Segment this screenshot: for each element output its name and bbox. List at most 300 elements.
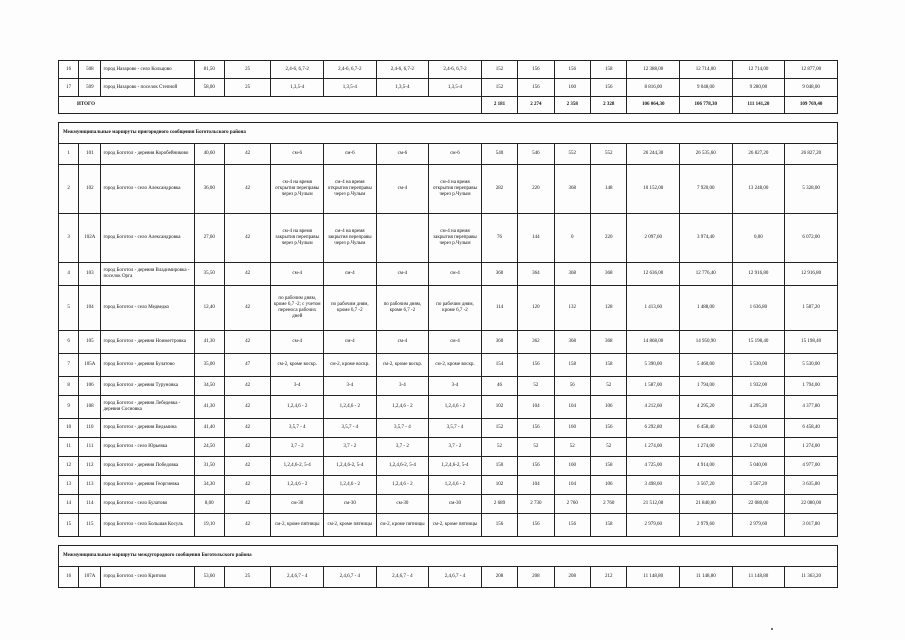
cell-c1: см-4 на время закрытия переправы через р.Чулым <box>271 214 324 263</box>
cell-s1: 12 636,00 <box>627 263 680 286</box>
cell-n4: 106 <box>591 396 627 419</box>
cell-num: 4 <box>59 263 79 286</box>
cell-n3: 368 <box>554 263 590 286</box>
cell-km: 8,00 <box>194 495 224 514</box>
cell-n1: 102 <box>481 396 517 419</box>
cell-n2: 156 <box>518 79 554 97</box>
cell-n2: 362 <box>518 331 554 354</box>
cell-km: 40,60 <box>194 144 224 165</box>
cell-n2: 120 <box>518 286 554 331</box>
table-row <box>59 144 838 165</box>
cell-c1: 1,3,5-4 <box>271 79 324 97</box>
cell-num: 3 <box>59 214 79 263</box>
section-heading-row <box>59 546 838 567</box>
cell-s4: 1 587,20 <box>785 286 838 331</box>
cell-km: 24,50 <box>194 438 224 457</box>
cell-s2: 7 920,00 <box>680 165 733 214</box>
cell-c2: 3,5,7 - 4 <box>324 419 377 438</box>
cell-c1: 1,2,4,6 - 2 <box>271 476 324 495</box>
cell-num: 8 <box>59 377 79 396</box>
cell-route-no: 102 <box>79 165 101 214</box>
cell-n1: 102 <box>481 476 517 495</box>
cell-n1: 152 <box>481 419 517 438</box>
cell-c4: см-4 на время открытия переправы через р.Чулым <box>429 165 482 214</box>
cell-c1: 3-4 <box>271 377 324 396</box>
cell-c2: 3-4 <box>324 377 377 396</box>
section-gap <box>59 114 838 123</box>
cell-days: 42 <box>224 495 271 514</box>
cell-c4: 1,2,4,6 - 2 <box>429 476 482 495</box>
total-label: ИТОГО <box>59 97 482 114</box>
table-row <box>59 214 838 263</box>
cell-s2: 2 979,60 <box>680 514 733 537</box>
cell-s1: 26 244,30 <box>627 144 680 165</box>
cell-s3: 3 567,20 <box>732 476 785 495</box>
cell-c3: см-30 <box>376 495 429 514</box>
cell-c4: см-2, кроме воскр. <box>429 354 482 377</box>
cell-c2: см-4 <box>324 263 377 286</box>
cell-n1: 282 <box>481 165 517 214</box>
cell-days: 42 <box>224 214 271 263</box>
cell-n4: 106 <box>591 476 627 495</box>
cell-s1: 2 979,60 <box>627 514 680 537</box>
cell-s3: 0,00 <box>732 214 785 263</box>
table-row <box>59 79 838 97</box>
cell-s3: 11 148,80 <box>732 567 785 588</box>
cell-route-no: 107А <box>79 567 101 588</box>
cell-days: 42 <box>224 457 271 476</box>
cell-s1: 12 388,00 <box>627 61 680 79</box>
cell-n4: 156 <box>591 419 627 438</box>
cell-route: город Боготол - деревня Ведьмина <box>101 419 194 438</box>
cell-s3: 1 274,00 <box>732 438 785 457</box>
table-row <box>59 61 838 79</box>
cell-n3: 160 <box>554 79 590 97</box>
cell-n2: 156 <box>518 419 554 438</box>
cell-n4: 2 760 <box>591 495 627 514</box>
cell-s3: 5 530,00 <box>732 354 785 377</box>
cell-route: город Боготол - село Юрьевка <box>101 438 194 457</box>
cell-c3: см-2, кроме воскр. <box>376 354 429 377</box>
cell-route-no: 112 <box>79 457 101 476</box>
cell-c4: 1,2,4,6 - 2 <box>429 396 482 419</box>
table-row <box>59 354 838 377</box>
cell-n4: 148 <box>591 165 627 214</box>
total-n4: 2 328 <box>591 97 627 114</box>
cell-s4: 1 274,00 <box>785 438 838 457</box>
cell-s4: 11 363,20 <box>785 567 838 588</box>
table-row <box>59 331 838 354</box>
cell-c4: 2,4,6,7 - 4 <box>429 567 482 588</box>
cell-s2: 11 148,80 <box>680 567 733 588</box>
cell-num: 1 <box>59 144 79 165</box>
cell-c4: см-2, кроме пятницы <box>429 514 482 537</box>
cell-n1: 52 <box>481 438 517 457</box>
cell-s2: 6 458,40 <box>680 419 733 438</box>
cell-route: город Боготол - село Александровка <box>101 214 194 263</box>
cell-days: 42 <box>224 286 271 331</box>
cell-route: город Боготол - деревня Туруновка <box>101 377 194 396</box>
cell-days: 42 <box>224 396 271 419</box>
cell-s2: 1 794,00 <box>680 377 733 396</box>
cell-days: 42 <box>224 377 271 396</box>
cell-route: город Боготол - село Александровка <box>101 165 194 214</box>
cell-c3 <box>376 214 429 263</box>
cell-n4: 368 <box>591 263 627 286</box>
cell-n1: 154 <box>481 354 517 377</box>
cell-s1: 1 587,00 <box>627 377 680 396</box>
cell-s3: 26 827,20 <box>732 144 785 165</box>
cell-c1: 1,2,4,6 - 2 <box>271 396 324 419</box>
cell-n1: 76 <box>481 214 517 263</box>
section-title: Межмуниципальные маршруты междугородного сообщения Боготольского района <box>59 546 838 567</box>
cell-c1: по рабочим дням, кроме 6,7 -2; с учетом переноса рабочих дней <box>271 286 324 331</box>
cell-n2: 104 <box>518 396 554 419</box>
cell-c1: 2,4,6,7 - 4 <box>271 567 324 588</box>
cell-s2: 14 950,90 <box>680 331 733 354</box>
cell-s1: 1 413,60 <box>627 286 680 331</box>
cell-c2: 1,2,4,6-2, 5-4 <box>324 457 377 476</box>
cell-c3: см-6 <box>376 144 429 165</box>
cell-s4: 9 048,00 <box>785 79 838 97</box>
cell-s4: 5 328,00 <box>785 165 838 214</box>
cell-km: 36,00 <box>194 165 224 214</box>
cell-c3: 1,3,5-4 <box>376 79 429 97</box>
cell-s2: 3 974,40 <box>680 214 733 263</box>
cell-s1: 4 725,00 <box>627 457 680 476</box>
cell-c4: 1,2,4,6-2, 5-4 <box>429 457 482 476</box>
cell-route: город Боготол - деревня Лебедевка - деревня Сосновка <box>101 396 194 419</box>
cell-n2: 156 <box>518 457 554 476</box>
cell-km: 12,40 <box>194 286 224 331</box>
table-row <box>59 263 838 286</box>
cell-s3: 2 979,60 <box>732 514 785 537</box>
cell-c4: см-4 <box>429 331 482 354</box>
cell-n3: 158 <box>554 354 590 377</box>
cell-num: 17 <box>59 79 79 97</box>
cell-n1: 114 <box>481 286 517 331</box>
cell-num: 5 <box>59 286 79 331</box>
cell-days: 25 <box>224 79 271 97</box>
section-gap <box>59 537 838 546</box>
cell-c4: по рабочим дням, кроме 6,7 -2 <box>429 286 482 331</box>
cell-s4: 22 080,00 <box>785 495 838 514</box>
cell-c1: см-2, кроме пятницы <box>271 514 324 537</box>
cell-route: город Боготол - деревня Георгиевка <box>101 476 194 495</box>
cell-s4: 26 827,20 <box>785 144 838 165</box>
cell-s1: 10 152,00 <box>627 165 680 214</box>
cell-km: 41,30 <box>194 396 224 419</box>
cell-n3: 208 <box>554 567 590 588</box>
cell-s3: 1 636,80 <box>732 286 785 331</box>
cell-s2: 12 776,40 <box>680 263 733 286</box>
cell-s3: 12 916,80 <box>732 263 785 286</box>
cell-c4: 1,3,5-4 <box>429 79 482 97</box>
cell-days: 42 <box>224 165 271 214</box>
cell-c2: см-30 <box>324 495 377 514</box>
cell-n4: 220 <box>591 214 627 263</box>
cell-route: город Назарово - село Кольцово <box>101 61 194 79</box>
scan-mark <box>771 628 773 630</box>
cell-km: 53,60 <box>194 567 224 588</box>
cell-route-no: 111 <box>79 438 101 457</box>
cell-route-no: 105А <box>79 354 101 377</box>
cell-n4: 128 <box>591 286 627 331</box>
cell-s2: 4 914,00 <box>680 457 733 476</box>
cell-c1: см-6 <box>271 144 324 165</box>
cell-c1: 3,5,7 - 4 <box>271 419 324 438</box>
cell-days: 42 <box>224 476 271 495</box>
cell-c3: см-4 <box>376 331 429 354</box>
cell-c2: 1,3,5-4 <box>324 79 377 97</box>
total-row <box>59 97 838 114</box>
cell-route-no: 101 <box>79 144 101 165</box>
cell-s1: 11 148,80 <box>627 567 680 588</box>
cell-n1: 208 <box>481 567 517 588</box>
cell-c3: по рабочим дням, кроме 6,7 -2 <box>376 286 429 331</box>
cell-c4: см-4 на время закрытия переправы через р.Чулым <box>429 214 482 263</box>
cell-days: 47 <box>224 354 271 377</box>
cell-s3: 4 295,20 <box>732 396 785 419</box>
cell-route: город Боготол - деревня Коробейниково <box>101 144 194 165</box>
cell-km: 58,00 <box>194 79 224 97</box>
table-row <box>59 286 838 331</box>
cell-n2: 52 <box>518 438 554 457</box>
cell-c1: 2,4-6, 6,7-2 <box>271 61 324 79</box>
cell-num: 2 <box>59 165 79 214</box>
cell-c2: см-6 <box>324 144 377 165</box>
cell-c2: см-2, кроме пятницы <box>324 514 377 537</box>
cell-num: 10 <box>59 419 79 438</box>
cell-n1: 360 <box>481 263 517 286</box>
cell-c4: см-30 <box>429 495 482 514</box>
cell-n3: 368 <box>554 165 590 214</box>
cell-km: 41,30 <box>194 331 224 354</box>
cell-c3: 3-4 <box>376 377 429 396</box>
cell-c3: 3,5,7 - 4 <box>376 419 429 438</box>
cell-c1: см-4 <box>271 263 324 286</box>
cell-route-no: 508 <box>79 61 101 79</box>
cell-c3: 3,7 - 2 <box>376 438 429 457</box>
cell-s4: 15 198,40 <box>785 331 838 354</box>
cell-s4: 12 877,00 <box>785 61 838 79</box>
cell-route-no: 105 <box>79 331 101 354</box>
cell-s2: 21 840,00 <box>680 495 733 514</box>
cell-days: 42 <box>224 438 271 457</box>
cell-n4: 552 <box>591 144 627 165</box>
cell-s1: 4 212,60 <box>627 396 680 419</box>
cell-n3: 104 <box>554 396 590 419</box>
cell-n2: 52 <box>518 377 554 396</box>
cell-s4: 3 635,80 <box>785 476 838 495</box>
cell-s1: 2 097,60 <box>627 214 680 263</box>
cell-s1: 14 868,00 <box>627 331 680 354</box>
cell-n3: 160 <box>554 419 590 438</box>
cell-s1: 5 390,00 <box>627 354 680 377</box>
table-row <box>59 567 838 588</box>
cell-c3: 1,2,4,6 - 2 <box>376 476 429 495</box>
cell-n2: 144 <box>518 214 554 263</box>
total-n2: 2 274 <box>518 97 554 114</box>
cell-c4: 3-4 <box>429 377 482 396</box>
cell-s4: 4 377,80 <box>785 396 838 419</box>
cell-n3: 552 <box>554 144 590 165</box>
table-row <box>59 165 838 214</box>
cell-c4: 3,5,7 - 4 <box>429 419 482 438</box>
cell-s1: 21 512,00 <box>627 495 680 514</box>
table-row <box>59 419 838 438</box>
table-row <box>59 396 838 419</box>
cell-c1: см-4 <box>271 331 324 354</box>
routes-table <box>58 60 838 588</box>
cell-c4: 2,4-6, 6,7-2 <box>429 61 482 79</box>
cell-num: 9 <box>59 396 79 419</box>
cell-n4: 158 <box>591 457 627 476</box>
cell-n1: 152 <box>481 79 517 97</box>
cell-km: 81,50 <box>194 61 224 79</box>
cell-num: 11 <box>59 438 79 457</box>
cell-route-no: 509 <box>79 79 101 97</box>
cell-km: 34,30 <box>194 476 224 495</box>
table-row <box>59 495 838 514</box>
cell-n2: 220 <box>518 165 554 214</box>
cell-s4: 4 977,00 <box>785 457 838 476</box>
cell-s4: 6 458,40 <box>785 419 838 438</box>
cell-n3: 52 <box>554 438 590 457</box>
cell-n2: 156 <box>518 514 554 537</box>
total-n1: 2 181 <box>481 97 517 114</box>
cell-n4: 158 <box>591 354 627 377</box>
cell-n1: 46 <box>481 377 517 396</box>
cell-n4: 158 <box>591 61 627 79</box>
cell-n2: 156 <box>518 61 554 79</box>
cell-km: 35,50 <box>194 263 224 286</box>
cell-route: город Боготол - деревня Владимировка - поселок Орга <box>101 263 194 286</box>
cell-s3: 13 248,00 <box>732 165 785 214</box>
cell-n4: 52 <box>591 377 627 396</box>
cell-n2: 208 <box>518 567 554 588</box>
cell-num: 16 <box>59 61 79 79</box>
cell-n2: 2 730 <box>518 495 554 514</box>
cell-route: город Боготол - село Критово <box>101 567 194 588</box>
total-s1: 106 064,30 <box>627 97 680 114</box>
cell-s3: 6 624,00 <box>732 419 785 438</box>
cell-n3: 0 <box>554 214 590 263</box>
cell-s2: 1 488,00 <box>680 286 733 331</box>
cell-s2: 12 714,00 <box>680 61 733 79</box>
cell-c2: см-2, кроме воскр. <box>324 354 377 377</box>
cell-days: 42 <box>224 331 271 354</box>
cell-c2: 2,4-6, 6,7-2 <box>324 61 377 79</box>
cell-c3: см-4 <box>376 165 429 214</box>
cell-s3: 1 932,00 <box>732 377 785 396</box>
cell-days: 42 <box>224 514 271 537</box>
cell-days: 42 <box>224 419 271 438</box>
cell-c3: 2,4,6,7 - 4 <box>376 567 429 588</box>
cell-c2: см-4 на время открытия переправы через р.Чулым <box>324 165 377 214</box>
cell-c2: см-4 на время закрытия переправы через р.Чулым <box>324 214 377 263</box>
cell-c2: 3,7 - 2 <box>324 438 377 457</box>
cell-c4: см-6 <box>429 144 482 165</box>
cell-s3: 9 280,00 <box>732 79 785 97</box>
cell-c4: 3,7 - 2 <box>429 438 482 457</box>
cell-s2: 3 567,20 <box>680 476 733 495</box>
section-gap-cell <box>59 537 838 546</box>
cell-s1: 1 274,00 <box>627 438 680 457</box>
cell-c2: по рабочим дням, кроме 6,7 -2 <box>324 286 377 331</box>
cell-route: город Боготол - село Медведко <box>101 286 194 331</box>
cell-s3: 22 080,00 <box>732 495 785 514</box>
table-row <box>59 438 838 457</box>
cell-route: город Боготол - село Большая Косуль <box>101 514 194 537</box>
cell-num: 16 <box>59 567 79 588</box>
table-row <box>59 377 838 396</box>
cell-km: 27,60 <box>194 214 224 263</box>
cell-num: 15 <box>59 514 79 537</box>
cell-s1: 6 292,80 <box>627 419 680 438</box>
cell-s4: 12 916,80 <box>785 263 838 286</box>
cell-num: 6 <box>59 331 79 354</box>
cell-s2: 4 295,20 <box>680 396 733 419</box>
cell-s3: 15 198,40 <box>732 331 785 354</box>
cell-n4: 212 <box>591 567 627 588</box>
cell-route-no: 114 <box>79 495 101 514</box>
cell-days: 25 <box>224 61 271 79</box>
cell-n3: 104 <box>554 476 590 495</box>
cell-s2: 1 274,00 <box>680 438 733 457</box>
cell-n4: 158 <box>591 514 627 537</box>
cell-days: 42 <box>224 144 271 165</box>
cell-n4: 368 <box>591 331 627 354</box>
cell-c3: 2,4-6, 6,7-2 <box>376 61 429 79</box>
cell-n2: 104 <box>518 476 554 495</box>
cell-s4: 6 072,00 <box>785 214 838 263</box>
cell-route: город Боготол - деревня Ноимегтровка <box>101 331 194 354</box>
cell-s4: 5 530,00 <box>785 354 838 377</box>
table-row <box>59 476 838 495</box>
cell-km: 34,50 <box>194 377 224 396</box>
cell-route-no: 106 <box>79 377 101 396</box>
cell-n4: 156 <box>591 79 627 97</box>
cell-route: город Боготол - деревня Победовка <box>101 457 194 476</box>
cell-n3: 368 <box>554 331 590 354</box>
cell-n3: 156 <box>554 514 590 537</box>
cell-c1: 3,7 - 2 <box>271 438 324 457</box>
cell-route-no: 108 <box>79 396 101 419</box>
cell-route-no: 104 <box>79 286 101 331</box>
cell-s3: 5 040,00 <box>732 457 785 476</box>
cell-s1: 3 498,60 <box>627 476 680 495</box>
cell-days: 25 <box>224 567 271 588</box>
cell-n3: 156 <box>554 61 590 79</box>
cell-route-no: 110 <box>79 419 101 438</box>
cell-s2: 5 460,00 <box>680 354 733 377</box>
cell-n1: 150 <box>481 457 517 476</box>
cell-c2: 2,4,6,7 - 4 <box>324 567 377 588</box>
table-row <box>59 457 838 476</box>
cell-n4: 52 <box>591 438 627 457</box>
cell-n2: 156 <box>518 354 554 377</box>
cell-c1: см-4 на время открытия переправы через р.Чулым <box>271 165 324 214</box>
cell-s1: 8 816,00 <box>627 79 680 97</box>
cell-c2: 1,2,4,6 - 2 <box>324 476 377 495</box>
cell-n1: 360 <box>481 331 517 354</box>
cell-n3: 2 760 <box>554 495 590 514</box>
cell-n2: 364 <box>518 263 554 286</box>
cell-route-no: 113 <box>79 476 101 495</box>
section-gap-cell <box>59 114 838 123</box>
cell-route-no: 102А <box>79 214 101 263</box>
